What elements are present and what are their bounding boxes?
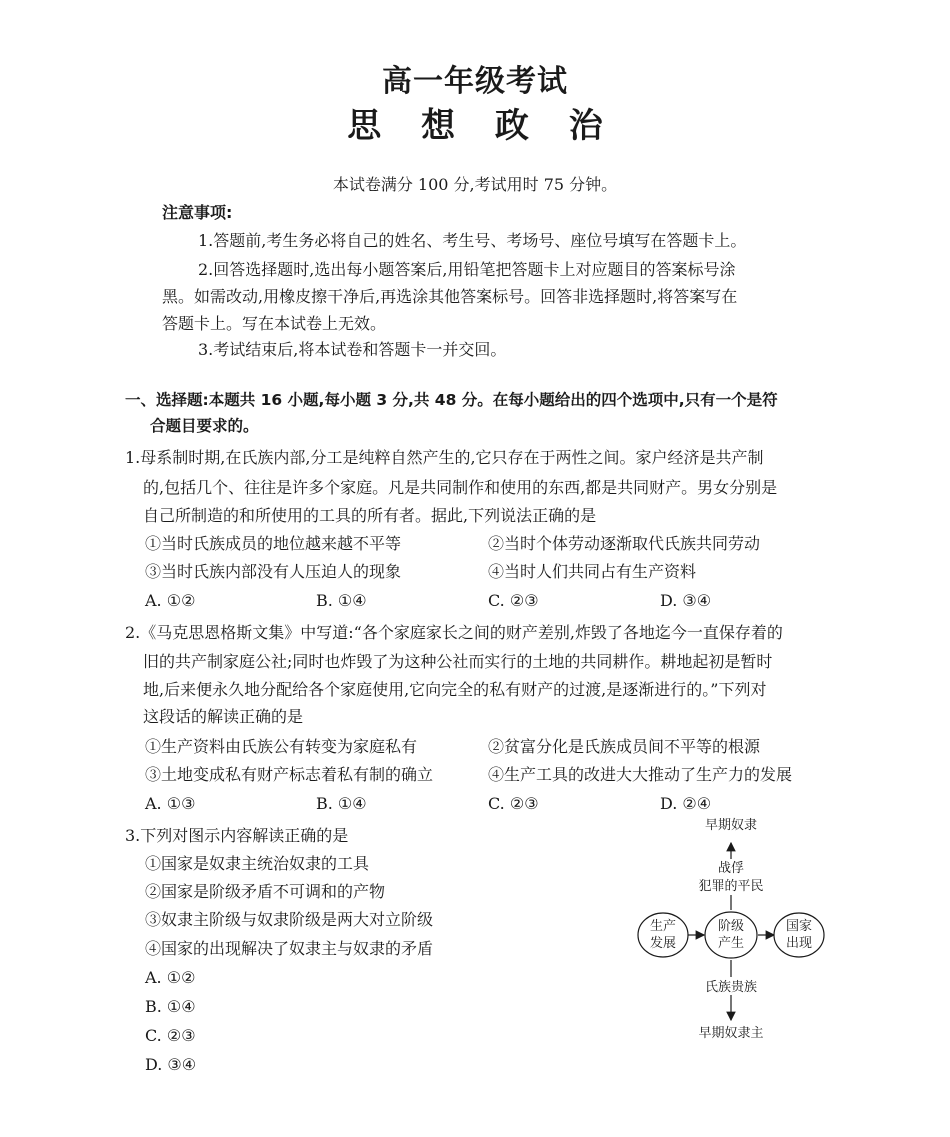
subject-title: 思 想 政 治 [347, 106, 617, 146]
label-early-slaves: 早期奴隶 [704, 818, 758, 833]
q1-choice-b: B. ①④ [316, 591, 367, 610]
q1-choice-c: C. ②③ [488, 591, 539, 610]
exam-info: 本试卷满分 100 分,考试用时 75 分钟。 [332, 175, 618, 194]
q1-stem: 1.母系制时期,在氏族内部,分工是纯粹自然产生的,它只存在于两性之间。家户经济是共产制 [125, 448, 764, 467]
label-production-2: 发展 [649, 936, 677, 951]
q2-choice-a: A. ①③ [145, 794, 196, 813]
q1-statement: ①当时氏族成员的地位越来越不平等 [145, 534, 402, 553]
q2-stem: 2.《马克思恩格斯文集》中写道:“各个家庭家长之间的财产差别,炸毁了各地迄今一直保存着的 [125, 623, 783, 642]
q3-statement: ①国家是奴隶主统治奴隶的工具 [145, 854, 370, 873]
q2-choice-c: C. ②③ [488, 794, 539, 813]
notes-line: 黑。如需改动,用橡皮擦干净后,再选涂其他答案标号。回答非选择题时,将答案写在 [162, 287, 738, 306]
label-state-2: 出现 [785, 936, 813, 951]
q3-statement: ②国家是阶级矛盾不可调和的产物 [145, 882, 386, 901]
exam-title: 高一年级考试 [382, 64, 568, 99]
q2-stem: 地,后来便永久地分配给各个家庭使用,它向完全的私有财产的过渡,是逐渐进行的。”下列对 [143, 680, 767, 699]
label-class-1: 阶级 [717, 919, 745, 934]
q2-stem: 这段话的解读正确的是 [143, 707, 304, 726]
q1-statement: ②当时个体劳动逐渐取代氏族共同劳动 [488, 534, 761, 553]
q2-statement: ①生产资料由氏族公有转变为家庭私有 [145, 737, 418, 756]
q2-choice-b: B. ①④ [316, 794, 367, 813]
label-early-slave-owners: 早期奴隶主 [698, 1026, 764, 1040]
label-clan-nobles: 氏族贵族 [704, 980, 758, 995]
q1-stem: 的,包括几个、往往是许多个家庭。凡是共同制作和使用的东西,都是共同财产。男女分别是 [143, 478, 778, 497]
label-state-1: 国家 [785, 919, 813, 934]
q2-choice-d: D. ②④ [660, 794, 712, 813]
label-convicted-commoners: 犯罪的平民 [698, 879, 764, 894]
q3-choice-a: A. ①② [145, 968, 196, 987]
q1-choice-a: A. ①② [145, 591, 196, 610]
q2-statement: ④生产工具的改进大大推动了生产力的发展 [488, 765, 793, 784]
q1-statement: ③当时氏族内部没有人压迫人的现象 [145, 562, 402, 581]
q2-stem: 旧的共产制家庭公社;同时也炸毁了为这种公社而实行的土地的共同耕作。耕地起初是暂时 [143, 652, 773, 671]
q1-statement: ④当时人们共同占有生产资料 [488, 562, 697, 581]
q3-choice-d: D. ③④ [145, 1055, 197, 1074]
label-class-2: 产生 [717, 936, 745, 951]
q2-statement: ③土地变成私有财产标志着私有制的确立 [145, 765, 434, 784]
notes-line: 3.考试结束后,将本试卷和答题卡一并交回。 [198, 340, 507, 359]
q3-stem: 3.下列对图示内容解读正确的是 [125, 826, 349, 845]
q3-choice-b: B. ①④ [145, 997, 196, 1016]
q1-stem: 自己所制造的和所使用的工具的所有者。据此,下列说法正确的是 [143, 506, 597, 525]
q3-statement: ③奴隶主阶级与奴隶阶级是两大对立阶级 [145, 910, 434, 929]
notes-line: 1.答题前,考生务必将自己的姓名、考生号、考场号、座位号填写在答题卡上。 [198, 231, 747, 250]
label-production-1: 生产 [649, 919, 677, 934]
class-state-diagram [630, 815, 840, 1040]
q3-choice-c: C. ②③ [145, 1026, 196, 1045]
notes-heading: 注意事项: [162, 203, 233, 222]
section-heading: 一、选择题:本题共 16 小题,每小题 3 分,共 48 分。在每小题给出的四个选项中,只有一个是符 [125, 391, 778, 409]
notes-line: 2.回答选择题时,选出每小题答案后,用铅笔把答题卡上对应题目的答案标号涂 [198, 260, 736, 279]
q3-statement: ④国家的出现解决了奴隶主与奴隶的矛盾 [145, 939, 434, 958]
q2-statement: ②贫富分化是氏族成员间不平等的根源 [488, 737, 761, 756]
section-heading-cont: 合题目要求的。 [150, 417, 259, 435]
notes-line: 答题卡上。写在本试卷上无效。 [162, 314, 387, 333]
q1-choice-d: D. ③④ [660, 591, 712, 610]
label-captives: 战俘 [717, 861, 745, 876]
